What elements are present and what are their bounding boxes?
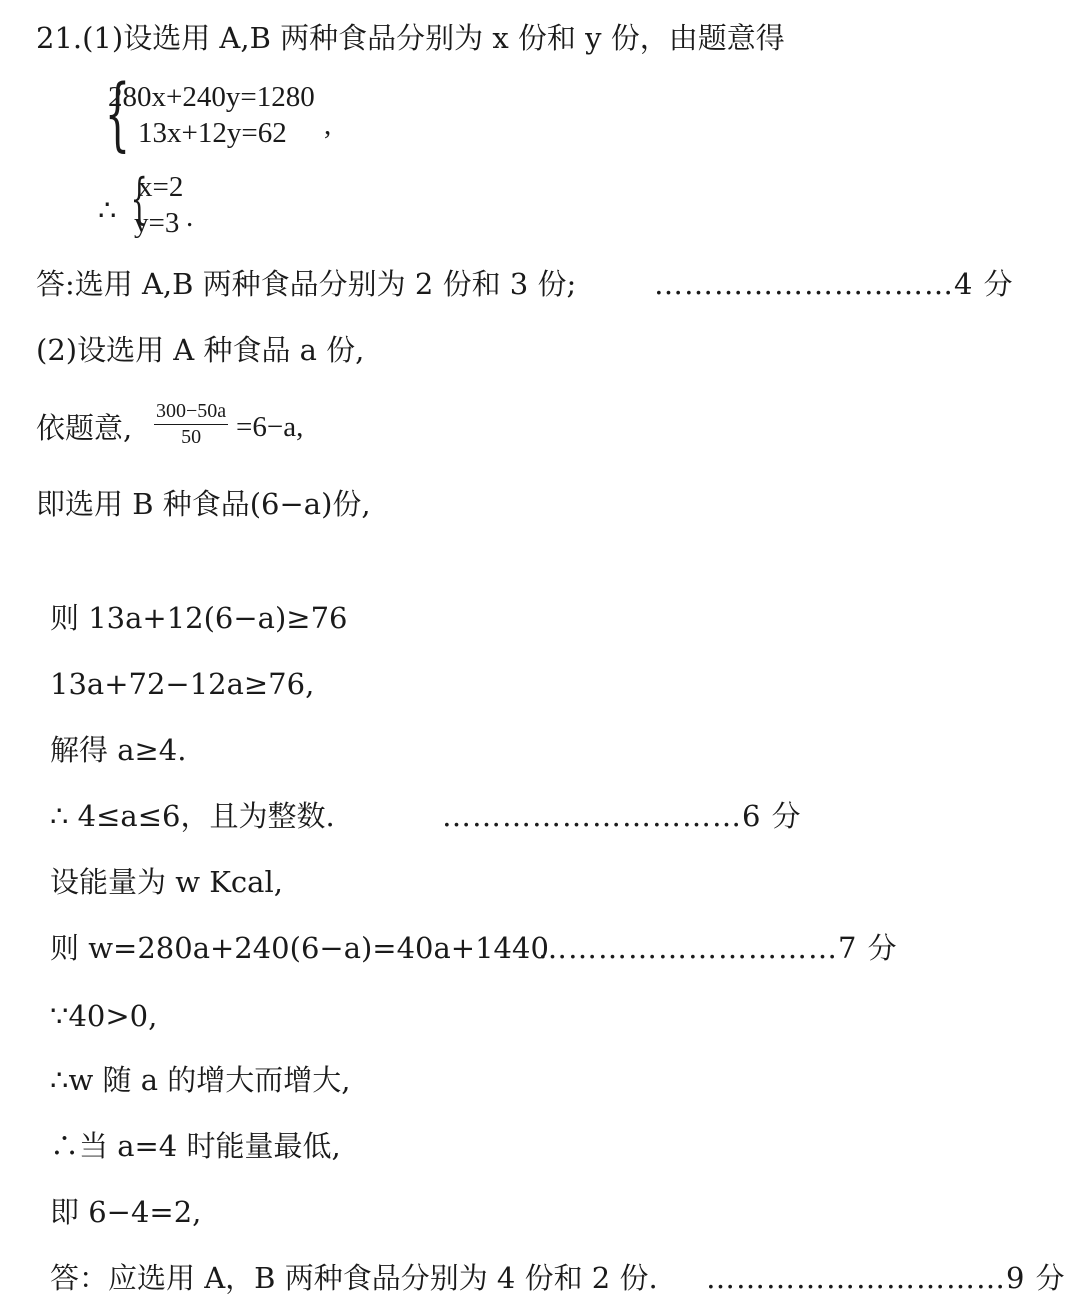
set-energy: 设能量为 w Kcal, <box>50 865 283 899</box>
yiti-label: 依题意, <box>36 411 133 445</box>
system-brace-2: { <box>130 167 148 230</box>
problem-heading: 21.(1)设选用 A,B 两种食品分别为 x 份和 y 份，由题意得 <box>36 21 785 55</box>
system2-equation1: x=2 <box>138 171 184 203</box>
solution-a: 解得 a≥4. <box>50 733 187 767</box>
score-energy: …………………………7 分 <box>538 931 898 965</box>
choose-b: 即选用 B 种食品(6−a)份, <box>36 487 371 521</box>
score-part1: …………………………4 分 <box>654 267 1014 301</box>
system1-comma: , <box>324 109 332 141</box>
inequality-2: 13a+72−12a≥76, <box>50 667 315 701</box>
energy-expression: 则 w=280a+240(6−a)=40a+1440 <box>50 931 549 965</box>
range-a: ∴ 4≤a≤6，且为整数. <box>50 799 335 833</box>
system-brace-1: { <box>104 67 131 160</box>
fraction-numerator: 300−50a <box>154 400 228 425</box>
lowest-statement: ∴当 a=4 时能量最低, <box>50 1129 341 1163</box>
system2-equation2: y=3 <box>134 207 180 239</box>
system2-period: . <box>186 201 194 233</box>
fraction-rhs: =6−a, <box>236 411 304 443</box>
fraction <box>154 400 228 449</box>
answer-part2: 答：应选用 A，B 两种食品分别为 4 份和 2 份. <box>50 1261 658 1295</box>
difference: 即 6−4=2, <box>50 1195 202 1229</box>
increasing-statement: ∴w 随 a 的增大而增大, <box>50 1063 351 1097</box>
part2-setup: (2)设选用 A 种食品 a 份, <box>36 333 365 367</box>
answer-part1: 答:选用 A,B 两种食品分别为 2 份和 3 份; <box>36 267 577 301</box>
inequality-1: 则 13a+12(6−a)≥76 <box>50 601 348 635</box>
system1-equation1: 280x+240y=1280 <box>108 81 315 113</box>
because-positive: ∵40>0, <box>50 999 158 1033</box>
score-range: …………………………6 分 <box>442 799 802 833</box>
therefore-symbol: ∴ <box>98 195 117 227</box>
fraction-denominator: 50 <box>181 426 202 448</box>
system1-equation2: 13x+12y=62 <box>138 117 287 149</box>
score-part2: …………………………9 分 <box>706 1261 1066 1295</box>
